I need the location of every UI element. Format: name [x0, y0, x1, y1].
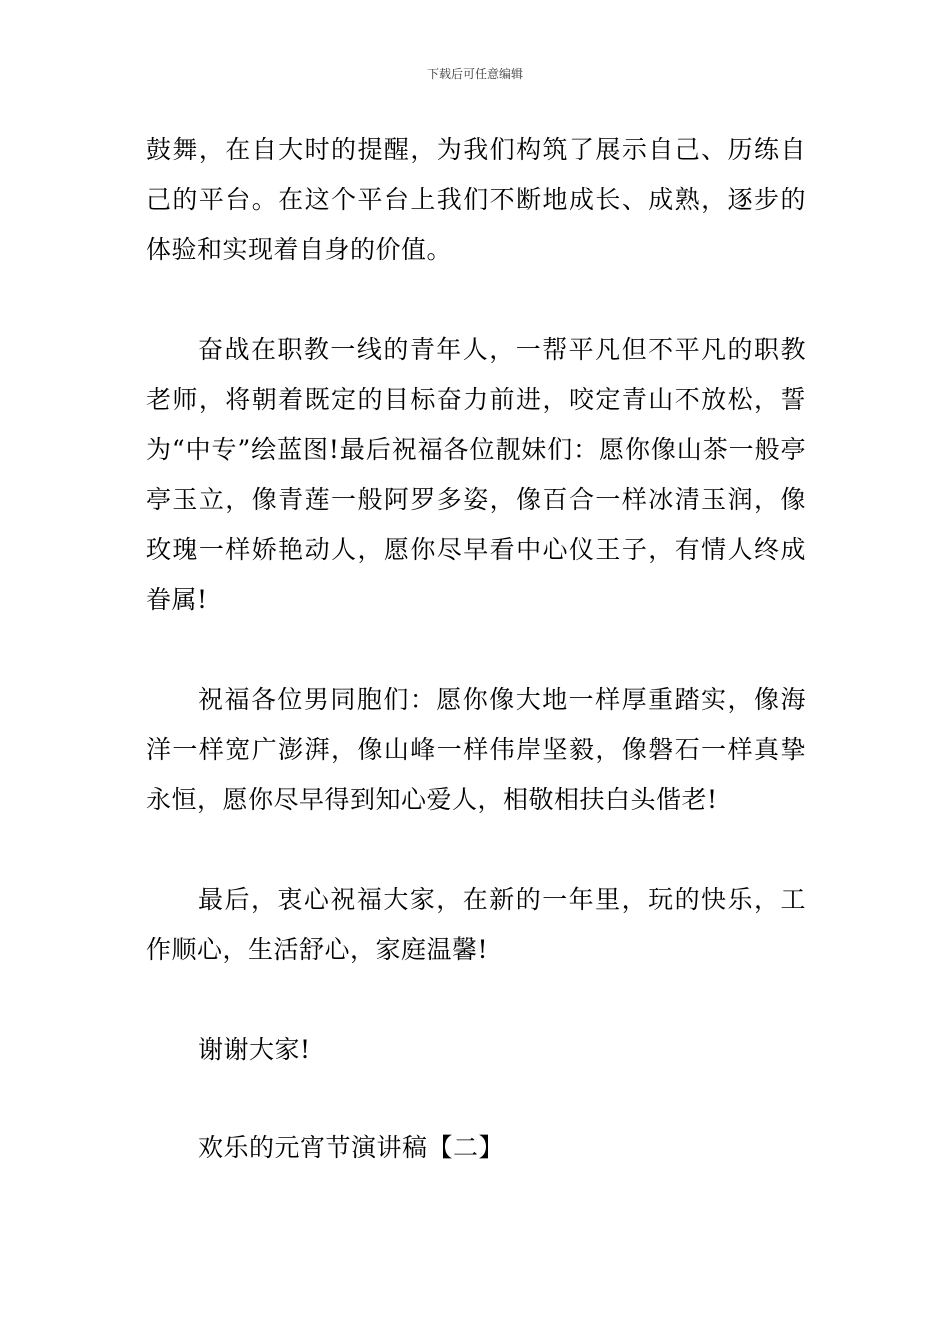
- paragraph-teachers: 奋战在职教一线的青年人，一帮平凡但不平凡的职教老师，将朝着既定的目标奋力前进，咬定青山不放松，誓为“中专”绘蓝图!最后祝福各位靓妹们：愿你像山茶一般亭亭玉立，像青莲一般阿罗多姿，像百合一样冰清玉润，像玫瑰一样娇艳动人，愿你尽早看中心仪王子，有情人终成眷属!: [146, 335, 806, 614]
- paragraph-final-blessing: 最后，衷心祝福大家，在新的一年里，玩的快乐，工作顺心，生活舒心，家庭温馨!: [146, 885, 806, 964]
- document-body: [146, 125, 806, 1173]
- paragraph-continuation: 鼓舞，在自大时的提醒，为我们构筑了展示自己、历练自己的平台。在这个平台上我们不断地成长、成熟，逐步的体验和实现着自身的价值。: [146, 135, 806, 264]
- paragraph-thanks: 谢谢大家!: [198, 1035, 311, 1064]
- section-title-part-two: 欢乐的元宵节演讲稿【二】: [198, 1133, 505, 1162]
- paragraph-men-blessing: 祝福各位男同胞们：愿你像大地一样厚重踏实，像海洋一样宽广澎湃，像山峰一样伟岸坚毅，像磐石一样真挚永恒，愿你尽早得到知心爱人，相敬相扶白头偕老!: [146, 685, 806, 814]
- page-header-note: 下载后可任意编辑: [426, 67, 523, 81]
